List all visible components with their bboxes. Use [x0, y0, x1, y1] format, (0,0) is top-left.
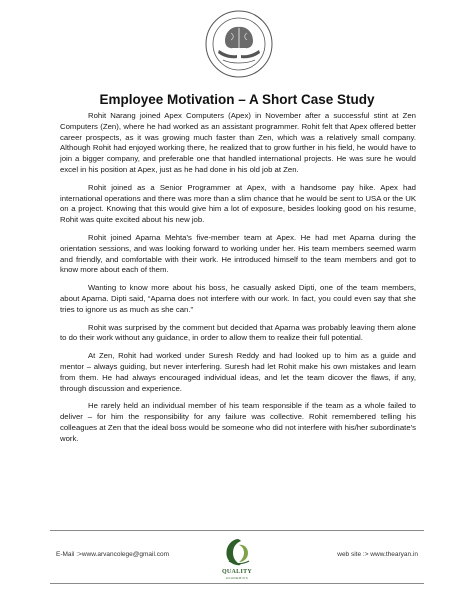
footer-email: E-Mail :>www.arvancolege@gmail.com: [56, 551, 169, 558]
brain-hands-seal-icon: [203, 8, 275, 80]
paragraph: Rohit joined as a Senior Programmer at Apex, with a handsome pay hike. Apex had international operations and there was more than a slim chance that he would be sent to USA or the UK on a project. Knowing that this would give him a lot of exposure, besides looking good on his resume, Rohit was quite excited about his new job.: [60, 182, 416, 225]
paragraph: Rohit Narang joined Apex Computers (Apex) in November after a successful stint at Zen Computers (Zen), where he had worked as an assistant programmer. Rohit felt that Apex offered better career prospects, as it was growing much faster than Zen, which was a relatively small company. Although Rohit had enjoyed working there, he realized that to grow further in his field, he would have to join a bigger company, and preferable one that handled international projects. He was sure he would excel in his position at Apex, just as he had done in his old job at Zen.: [60, 111, 416, 174]
footer-logo-subtext: ACADEMICS: [225, 576, 249, 580]
paragraph: Wanting to know more about his boss, he casually asked Dipti, one of the team members, about Aparna. Dipti said, “Aparna does not interfere with our work. In fact, you could even say that she tries to ignore us as much as she can.”: [60, 283, 416, 314]
quality-academics-logo-icon: [215, 535, 259, 581]
paragraph: He rarely held an individual member of his team responsible if the team as a whole failed to deliver – for him the responsibility for any failure was collective. Rohit remembered telling his colleagues at Zen that the ideal boss would be someone who did not interfere with his/her subordinate's work.: [60, 401, 416, 443]
page-title: Employee Motivation – A Short Case Study: [99, 92, 375, 107]
page-footer: [50, 530, 424, 584]
footer-website: web site :> www.thearyan.in: [337, 551, 418, 558]
case-study-body: [60, 111, 416, 452]
footer-logo-text: QUALITY: [221, 569, 253, 575]
paragraph: Rohit was surprised by the comment but decided that Aparna was probably leaving them alone to do their work without any guidance, in order to allow them to realize their full potential.: [60, 322, 416, 343]
paragraph: Rohit joined Aparna Mehta's five-member team at Apex. He had met Aparna during the orientation sessions, and was looking forward to working under her. His team members seemed warm and friendly, and comfortable with their work. He introduced himself to the team members and got to know more about each of them.: [60, 232, 416, 275]
paragraph: At Zen, Rohit had worked under Suresh Reddy and had looked up to him as a guide and mentor – always guiding, but never interfering. Suresh had let Rohit make his own mistakes and learn from them. He had always encouraged individual ideas, and let the team dicover the flaws, if any, through discussion and experience.: [60, 351, 416, 393]
